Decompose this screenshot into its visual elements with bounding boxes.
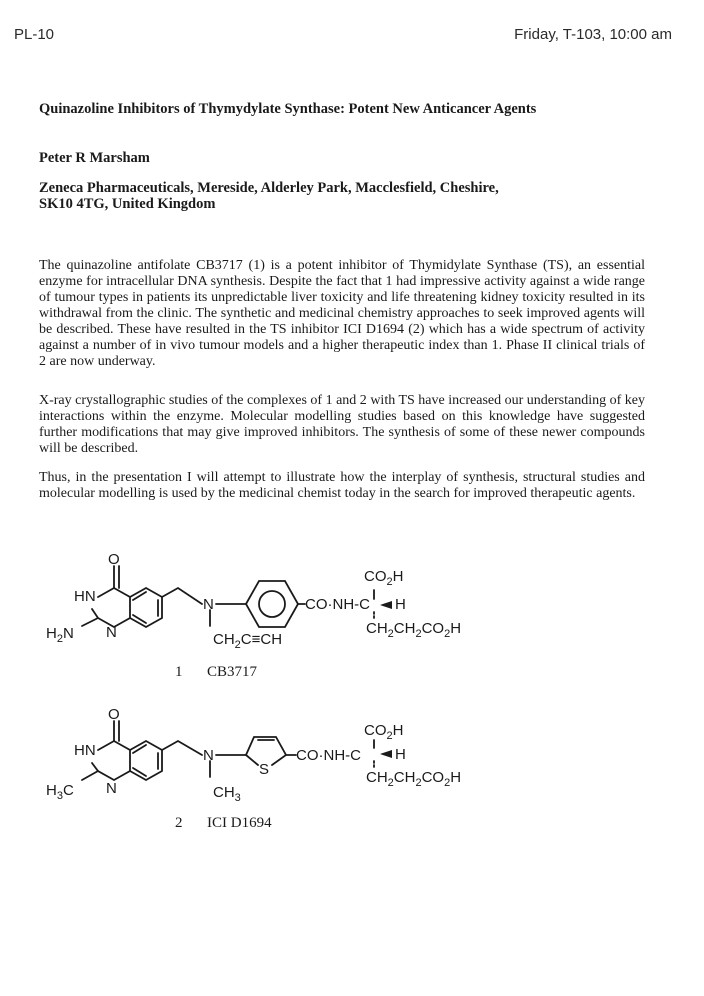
wedge-bond <box>380 750 392 758</box>
side-chain-label: $CH_2CH_2CO_2H$ <box>366 769 462 789</box>
abstract-paragraph-1: The quinazoline antifolate CB3717 (1) is a potent inhibitor of Thymidylate Synthase (TS), an essential enzyme for intracellular DNA synthesis. Despite the fact that 1 had impressive activity against a wide range of tumour types in patients its unpredictable liver toxicity and life threatening kidney toxicity resulted in its withdrawal from the clinic. The synthetic and medicinal chemistry approaches to seek improved agents will be described. These have resulted in the TS inhibitor ICI D1694 (2) which has a wide spectrum of activity against a number of in vivo tumour models and a higher therapeutic index than 1. Phase II clinical trials of 2 are now underway. <box>39 258 645 369</box>
amine-n-label: N <box>203 747 214 764</box>
carboxyl-label: $CO_2H$ <box>364 722 404 742</box>
oxo-label: O <box>108 706 120 723</box>
compound-1-number: 1 <box>175 664 183 680</box>
abstract-paragraph-3: Thus, in the presentation I will attempt to illustrate how the interplay of synthesis, structural studies and molecular modelling is used by the medicinal chemist today in the search for improved therapeutic agents. <box>39 470 645 501</box>
structure-compound-2 <box>0 705 704 835</box>
abstract-paragraph-2: X-ray crystallographic studies of the complexes of 1 and 2 with TS have increased our understanding of key interactions within the enzyme. Molecular modelling studies based on this knowledge have suggested further modifications that may give improved inhibitors. The synthesis of some of these newer compounds will be described. <box>39 393 645 456</box>
propargyl-label: $CH_2C\equiv CH$ <box>213 631 283 651</box>
methyl-label: $CH_3$ <box>213 784 241 804</box>
oxo-label: O <box>108 551 120 568</box>
session-time: Friday, T-103, 10:00 am <box>514 26 672 43</box>
hn-label: HN <box>74 588 96 605</box>
abstract-title: Quinazoline Inhibitors of Thymydylate Synthase: Potent New Anticancer Agents <box>39 101 537 117</box>
page-code: PL-10 <box>14 26 55 43</box>
compound-1-name: CB3717 <box>207 664 258 680</box>
wedge-bond <box>380 601 392 609</box>
ici-d1694-structure-diagram <box>0 705 704 835</box>
h2n-label: $H_2N$ <box>46 625 74 645</box>
h3c-label: $H_3C$ <box>46 782 74 802</box>
compound-2-name: ICI D1694 <box>207 815 272 831</box>
alpha-h-label: H <box>395 746 406 763</box>
alpha-h-label: H <box>395 596 406 613</box>
affiliation-line-2: SK10 4TG, United Kingdom <box>39 196 216 212</box>
compound-2-number: 2 <box>175 815 183 831</box>
carboxyl-label: $CO_2H$ <box>364 568 404 588</box>
sulfur-label: S <box>259 761 270 778</box>
ring-n-label: N <box>106 624 117 641</box>
affiliation-line-1: Zeneca Pharmaceuticals, Mereside, Alderley Park, Macclesfield, Cheshire, <box>39 180 499 196</box>
structure-compound-1 <box>0 548 704 693</box>
author-name: Peter R Marsham <box>39 150 150 166</box>
affiliation <box>39 180 599 212</box>
amide-label: CO·NH-C <box>296 747 361 764</box>
amide-label: CO·NH-C <box>305 596 370 613</box>
ring-n-label: N <box>106 780 117 797</box>
cb3717-structure-diagram <box>0 548 704 693</box>
amine-n-label: N <box>203 596 214 613</box>
side-chain-label: $CH_2CH_2CO_2H$ <box>366 620 462 640</box>
hn-label: HN <box>74 742 96 759</box>
